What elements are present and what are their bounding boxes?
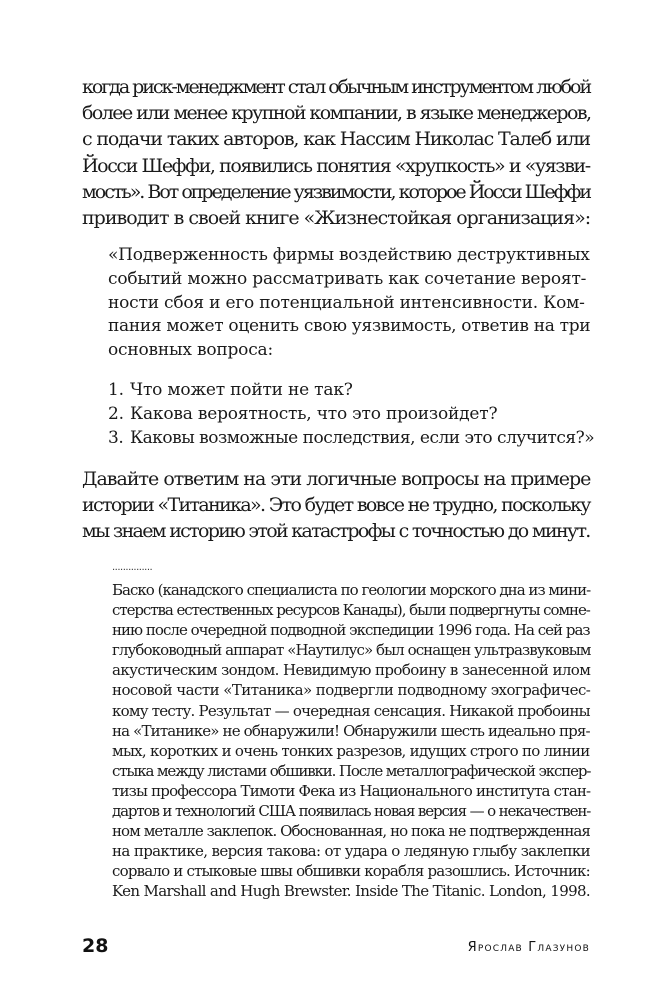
footnote-line: стерства естественных ресурсов Канады), были подвергнуты сомне-	[112, 601, 590, 620]
numbered-list	[108, 378, 595, 450]
footnote-line: Баско (канадского специалиста по геологии морского дна из мини-	[112, 581, 591, 599]
footnote-line: дартов и технологий США появилась новая версия — о некачествен-	[112, 802, 591, 821]
footnote-line: на практике, версия такова: от удара о ледяную глыбу заклепки	[112, 842, 590, 861]
footnote-line: глубоководный аппарат «Наутилус» был оснащен ультразвуковым	[112, 641, 591, 660]
quote-line: событий можно рассматривать как сочетание вероят-	[108, 268, 587, 289]
paragraph-line: приводит в своей книге «Жизнестойкая организация»:	[82, 207, 591, 230]
list-item	[108, 402, 590, 426]
list-text: Какова вероятность, что это произойдет?	[130, 404, 498, 424]
quote-line: «Подверженность фирмы воздействию деструктивных	[108, 245, 590, 265]
list-item	[108, 426, 595, 450]
footnote-line: мых, коротких и очень тонких разрезов, идущих строго по линии	[112, 741, 590, 760]
footnote-line: кому тесту. Результат — очередная сенсация. Никакой пробоины	[112, 701, 590, 720]
footnote	[112, 580, 590, 902]
paragraph-intro	[82, 74, 590, 231]
list-number: 1.	[108, 380, 124, 400]
paragraph-line: более или менее крупной компании, в языке менеджеров,	[82, 102, 591, 125]
paragraph-titanic	[82, 466, 590, 545]
paragraph-line: с подачи таких авторов, как Нассим Николас Талеб или	[82, 128, 590, 151]
paragraph-line: Йосси Шеффи, появились понятия «хрупкость» и «уязви-	[82, 154, 590, 177]
paragraph-line: мость». Вот определение уязвимости, которое Йосси Шеффи	[82, 180, 590, 203]
footnote-separator: ...............	[112, 562, 153, 573]
list-text: Каковы возможные последствия, если это случится?»	[130, 428, 595, 448]
footnote-line: Ken Marshall and Hugh Brewster. Inside The Titanic. London, 1998.	[112, 882, 591, 901]
paragraph-line: истории «Титаника». Это будет вовсе не трудно, поскольку	[82, 494, 590, 517]
page-number: 28	[82, 935, 109, 957]
list-text: Что может пойти не так?	[130, 380, 353, 400]
block-quote	[108, 244, 590, 363]
paragraph-line: Давайте ответим на эти логичные вопросы на примере	[82, 468, 591, 490]
footnote-line: акустическим зондом. Невидимую пробоину в занесенной илом	[112, 661, 591, 680]
footnote-line: сорвало и стыковые швы обшивки корабля разошлись. Источник:	[112, 862, 590, 881]
footnote-line: стыка между листами обшивки. После металлографической экспер-	[112, 761, 591, 780]
quote-line: ности сбоя и его потенциальной интенсивности. Ком-	[108, 292, 585, 313]
quote-line: основных вопроса:	[108, 340, 273, 361]
footnote-line: на «Титанике» не обнаружили! Обнаружили шесть идеально пря-	[112, 721, 590, 740]
quote-line: пания может оценить свою уязвимость, ответив на три	[108, 316, 591, 337]
list-item	[108, 378, 590, 402]
footnote-line: носовой части «Титаника» подвергли подводному эхографичес-	[112, 681, 591, 700]
paragraph-line: мы знаем историю этой катастрофы с точностью до минут.	[82, 520, 590, 543]
footnote-line: ном металле заклепок. Обоснованная, но пока не подтвержденная	[112, 822, 590, 841]
list-number: 3.	[108, 428, 124, 448]
running-head-author: Ярослав Глазунов	[467, 940, 590, 955]
footnote-line: нию после очередной подводной экспедиции 1996 года. На сей раз	[112, 621, 590, 640]
paragraph-line: когда риск-менеджмент стал обычным инструментом любой	[82, 76, 591, 98]
footnote-line: тизы профессора Тимоти Фека из Национального института стан-	[112, 781, 591, 800]
list-number: 2.	[108, 404, 124, 424]
